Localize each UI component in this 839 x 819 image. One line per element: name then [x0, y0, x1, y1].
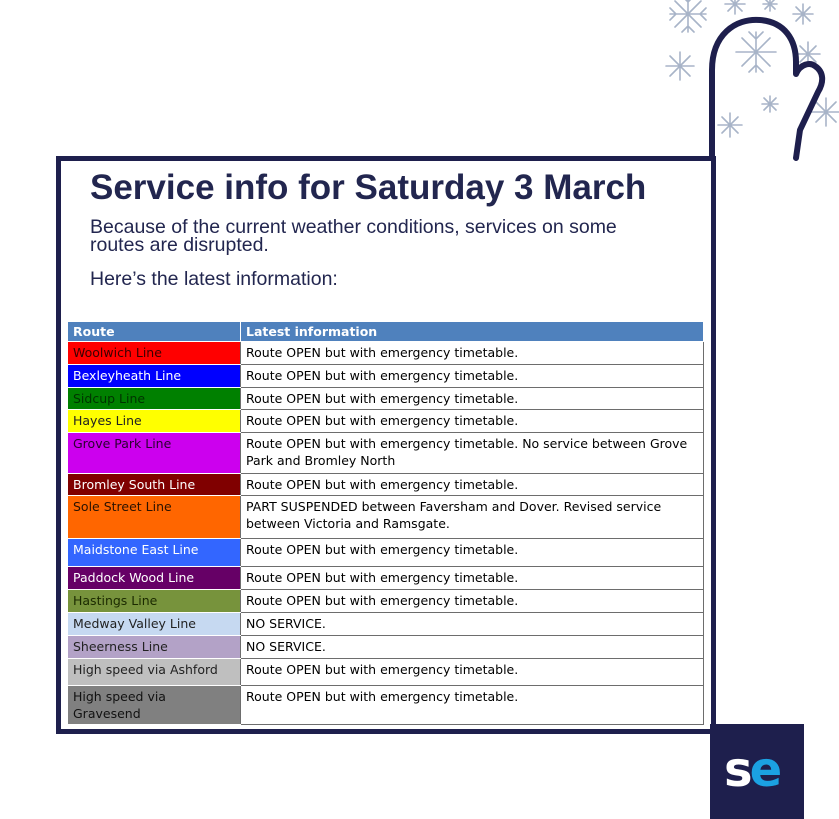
- route-name-cell: Maidstone East Line: [68, 539, 241, 567]
- snowflake-icon: [666, 52, 694, 80]
- route-info-cell: NO SERVICE.: [241, 613, 704, 636]
- route-status-table: [67, 321, 704, 725]
- route-info-cell: NO SERVICE.: [241, 636, 704, 659]
- logo-e: e: [749, 742, 780, 798]
- route-info-cell: Route OPEN but with emergency timetable.: [241, 365, 704, 388]
- route-name-cell: Woolwich Line: [68, 342, 241, 365]
- table-row: [68, 636, 704, 659]
- table-row: [68, 496, 704, 539]
- intro-text: Because of the current weather conditions, services on some routes are disrupted.: [90, 216, 617, 256]
- route-info-cell: Route OPEN but with emergency timetable.: [241, 539, 704, 567]
- table-row: [68, 567, 704, 590]
- route-name-cell: Grove Park Line: [68, 433, 241, 474]
- snowflake-icon: [762, 96, 778, 112]
- table-row: [68, 539, 704, 567]
- snowflake-icon: [736, 32, 776, 72]
- route-info-cell: Route OPEN but with emergency timetable.: [241, 388, 704, 410]
- route-info-cell: Route OPEN but with emergency timetable.: [241, 342, 704, 365]
- route-name-cell: High speed via Ashford: [68, 659, 241, 686]
- route-name-cell: Sole Street Line: [68, 496, 241, 539]
- route-info-cell: Route OPEN but with emergency timetable.: [241, 659, 704, 686]
- snowflake-icon: [725, 0, 745, 14]
- route-info-cell: Route OPEN but with emergency timetable. No service between Grove Park and Bromley North: [241, 433, 704, 474]
- page-title: Service info for Saturday 3 March: [90, 168, 647, 207]
- route-name-cell: Sheerness Line: [68, 636, 241, 659]
- route-info-cell: Route OPEN but with emergency timetable.: [241, 474, 704, 496]
- southeastern-logo: [710, 724, 804, 819]
- route-info-cell: Route OPEN but with emergency timetable.: [241, 410, 704, 433]
- route-name-cell: Sidcup Line: [68, 388, 241, 410]
- table-row: [68, 365, 704, 388]
- route-info-cell: Route OPEN but with emergency timetable.: [241, 686, 704, 725]
- latest-info-label: Here’s the latest information:: [90, 268, 338, 290]
- route-column-header: Route: [68, 322, 241, 342]
- table-row: [68, 388, 704, 410]
- snowflake-icon: [793, 4, 813, 24]
- route-name-cell: High speed via Gravesend: [68, 686, 241, 725]
- table-row: [68, 613, 704, 636]
- route-name-cell: Bexleyheath Line: [68, 365, 241, 388]
- route-name-cell: Hayes Line: [68, 410, 241, 433]
- snowflake-icon: [670, 0, 706, 32]
- snowflake-icon: [718, 113, 742, 137]
- logo-s: s: [724, 742, 750, 798]
- route-info-cell: Route OPEN but with emergency timetable.: [241, 590, 704, 613]
- route-name-cell: Paddock Wood Line: [68, 567, 241, 590]
- route-name-cell: Hastings Line: [68, 590, 241, 613]
- table-header-row: [68, 322, 704, 342]
- table-row: [68, 686, 704, 725]
- route-info-cell: PART SUSPENDED between Faversham and Dover. Revised service between Victoria and Ramsgate.: [241, 496, 704, 539]
- table-row: [68, 342, 704, 365]
- route-name-cell: Medway Valley Line: [68, 613, 241, 636]
- table-row: [68, 590, 704, 613]
- table-row: [68, 410, 704, 433]
- snowflake-icon: [763, 0, 777, 11]
- table-row: [68, 474, 704, 496]
- table-row: [68, 659, 704, 686]
- route-name-cell: Bromley South Line: [68, 474, 241, 496]
- table-row: [68, 433, 704, 474]
- info-column-header: Latest information: [241, 322, 704, 342]
- route-info-cell: Route OPEN but with emergency timetable.: [241, 567, 704, 590]
- mitten-illustration: [650, 0, 839, 165]
